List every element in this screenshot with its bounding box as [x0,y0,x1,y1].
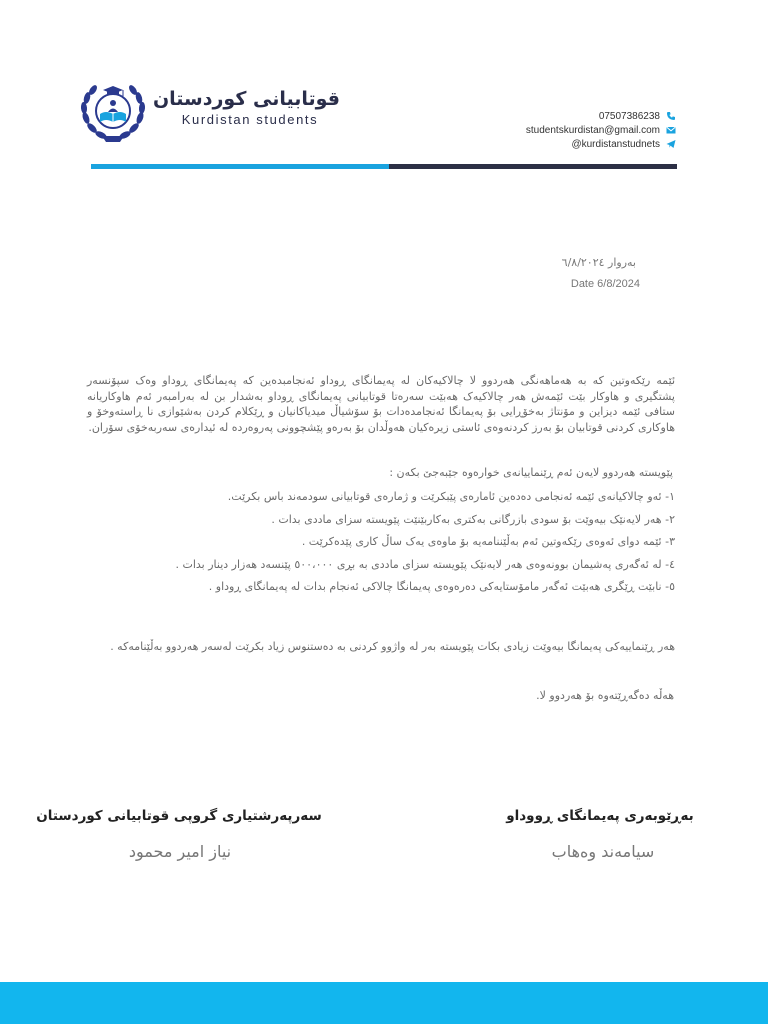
closing-line: هەڵە دەگەڕێتەوە بۆ هەردوو لا. [536,689,674,702]
signature-left-name: نیاز امیر محمود [128,842,232,861]
requirement-item: ٢- هەر لایەنێک بیەوێت بۆ سودی بازرگانی بەکتری بەکاربێنێت پێویستە سزای ماددی بدات . [271,512,675,526]
organization-title: قوتابیانی کوردستان [152,88,340,110]
agreement-intro-paragraph: ئێمە رێکەوتین کە بە هەماهەنگی هەردوو لا چالاکیەکان لە پەیمانگای ڕوداو ئەنجامبدەین کە پەیمانگای ڕوداو وەک سپۆنسەر پشتگیری و هاوکار بێت ئێمەش هەر چالاکیەک هەبێت سەرەتا قوتابیانی پەیمانگای ڕوداو بەشدار بن لە بەرامبەر ئەم هاوکاریانە ستافی ئێمە دیزاین و مۆنتاژ بەخۆڕایی بۆ پەیمانگا ئەنجامدەدات بۆ سۆشیاڵ میدیاکانیان و ڕێکلام کردن بەشێوازی نا ڕاستەوخۆ و هاوکاری کردنی قوتابیان بۆ بەرز کردنەوەی ئاستی زیرەکیان هەوڵدان بۆ بەرەو پێشچوونی پەروەردە لە ئیدارەی سەربەخۆی سۆران. [87,374,675,434]
email-address: studentskurdistan@gmail.com [525,124,660,136]
organization-subtitle: Kurdistan students [181,112,319,127]
contact-email [526,123,676,137]
signature-right-name: سیامەند وەهاب [551,842,655,861]
signature-right-title: بەڕێوبەری پەیمانگای ڕووداو [506,808,694,824]
header-divider-dark [389,164,677,169]
footer-bar [0,982,768,1024]
signature-left-title: سەرپەرشتیاری گروپی قوتابیانی کوردستان [36,808,322,824]
amendment-note: هەر ڕێنماییەکی پەیمانگا بیەوێت زیادی بکات پێویستە بەر لە واژوو کردنی بە دەستنوس زیاد بکرێت لەسەر هەردوو بەڵێنامەکە . [110,640,675,653]
mail-icon [666,125,676,135]
organization-logo [78,78,148,144]
telegram-icon [666,139,676,149]
phone-number: 07507386238 [598,110,660,122]
requirement-item: ٣- ئێمە دوای ئەوەی رێکەوتین ئەم بەڵێننامەیە بۆ ماوەی یەک ساڵ کاری پێدەکرێت . [301,535,675,549]
requirement-item: ٥- نابێت ڕێگری هەبێت ئەگەر مامۆستایەکی دەرەوەی پەیمانگا چالاکی ئەنجام بدات لە پەیمانگای ڕوداو . [208,580,675,594]
contact-phone [526,109,676,123]
requirement-item: ٤- لە ئەگەری پەشیمان بوونەوەی هەر لایەنێک پێویستە سزای ماددی بە بڕی ٥٠٠،٠٠٠ پێنسەد هەزار دینار بدات . [175,557,675,571]
requirements-title: پێویستە هەردوو لایەن ئەم ڕێنماییانەی خوارەوە جێبەجێ بکەن : [389,466,673,479]
phone-icon [666,111,676,121]
requirement-item: ١- ئەو چالاکیانەی ئێمە ئەنجامی دەدەین ئامارەی پێبکرێت و ژمارەی قوتابیانی سودمەند باس بکرێت. [227,490,675,503]
contact-telegram [526,137,676,151]
contact-block [526,109,676,151]
requirements-list [87,489,675,602]
header-divider-blue [91,164,389,169]
date-kurdish: بەروار ٦/٨/٢٠٢٤ [561,256,636,269]
student-laurel-emblem-icon [78,78,148,144]
date-english: Date 6/8/2024 [570,278,640,290]
telegram-handle: @kurdistanstudnets [571,138,660,150]
